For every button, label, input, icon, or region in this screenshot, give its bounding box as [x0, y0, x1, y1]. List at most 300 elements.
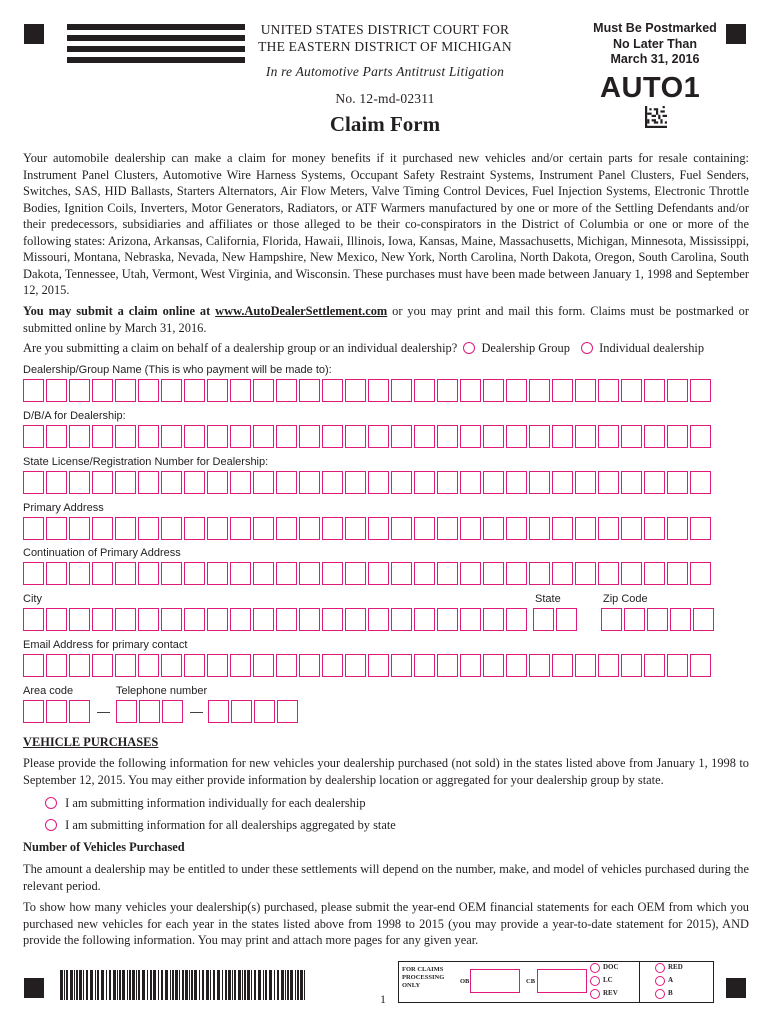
character-box[interactable]	[414, 608, 435, 631]
character-box[interactable]	[621, 562, 642, 585]
dba-input[interactable]	[23, 425, 713, 448]
character-box[interactable]	[667, 517, 688, 540]
character-box[interactable]	[115, 471, 136, 494]
proc-line-3: ONLY	[402, 982, 421, 989]
license-input[interactable]	[23, 471, 713, 494]
barcode-bar	[129, 970, 131, 1000]
character-box[interactable]	[92, 471, 113, 494]
character-box[interactable]	[391, 562, 412, 585]
barcode-bar	[182, 970, 184, 1000]
character-box[interactable]	[23, 654, 44, 677]
dealership-group-radio[interactable]	[463, 342, 475, 354]
option-aggregated-row	[45, 818, 396, 833]
barcode-bar	[213, 970, 215, 1000]
character-box[interactable]	[529, 471, 550, 494]
character-box[interactable]	[506, 517, 527, 540]
character-box[interactable]	[299, 608, 320, 631]
character-box[interactable]	[368, 425, 389, 448]
character-box[interactable]	[208, 700, 229, 723]
character-box[interactable]	[322, 425, 343, 448]
character-box[interactable]	[184, 425, 205, 448]
character-box[interactable]	[690, 654, 711, 677]
license-label: State License/Registration Number for Dealership:	[23, 456, 269, 468]
claimant-type-question	[23, 340, 749, 357]
character-box[interactable]	[23, 379, 44, 402]
character-box[interactable]	[69, 608, 90, 631]
character-box[interactable]	[253, 425, 274, 448]
postal-barcode	[67, 24, 245, 68]
character-box[interactable]	[322, 517, 343, 540]
character-box[interactable]	[437, 379, 458, 402]
character-box[interactable]	[139, 700, 160, 723]
character-box[interactable]	[23, 471, 44, 494]
character-box[interactable]	[598, 654, 619, 677]
character-box[interactable]	[621, 517, 642, 540]
claims-processing-box	[398, 961, 714, 1003]
character-box[interactable]	[115, 654, 136, 677]
character-box[interactable]	[529, 517, 550, 540]
area-code-label: Area code	[23, 685, 74, 697]
postmark-deadline	[585, 21, 725, 68]
character-box[interactable]	[667, 654, 688, 677]
barcode-bar	[158, 970, 159, 1000]
character-box[interactable]	[667, 562, 688, 585]
character-box[interactable]	[644, 471, 665, 494]
character-box[interactable]	[506, 425, 527, 448]
character-box[interactable]	[138, 517, 159, 540]
character-box[interactable]	[184, 562, 205, 585]
ob-input[interactable]	[470, 969, 520, 993]
character-box[interactable]	[483, 425, 504, 448]
character-box[interactable]	[598, 562, 619, 585]
character-box[interactable]	[345, 608, 366, 631]
barcode-bar	[234, 970, 236, 1000]
character-box[interactable]	[276, 517, 297, 540]
character-box[interactable]	[621, 379, 642, 402]
character-box[interactable]	[483, 471, 504, 494]
proc-line-2: PROCESSING	[402, 974, 445, 981]
character-box[interactable]	[230, 608, 251, 631]
barcode-bar	[161, 970, 163, 1000]
settlement-website-link[interactable]: www.AutoDealerSettlement.com	[215, 304, 388, 318]
character-box[interactable]	[644, 517, 665, 540]
character-box[interactable]	[506, 471, 527, 494]
character-box[interactable]	[69, 654, 90, 677]
character-box[interactable]	[69, 562, 90, 585]
character-box[interactable]	[253, 608, 274, 631]
character-box[interactable]	[483, 654, 504, 677]
character-box[interactable]	[644, 654, 665, 677]
primary-address-input[interactable]	[23, 517, 713, 540]
character-box[interactable]	[601, 608, 622, 631]
barcode-bar	[242, 970, 243, 1000]
character-box[interactable]	[437, 471, 458, 494]
character-box[interactable]	[575, 471, 596, 494]
a-checkbox[interactable]	[655, 976, 665, 986]
barcode-bar	[290, 970, 293, 1000]
character-box[interactable]	[230, 517, 251, 540]
character-box[interactable]	[624, 608, 645, 631]
character-box[interactable]	[207, 517, 228, 540]
red-checkbox[interactable]	[655, 963, 665, 973]
character-box[interactable]	[161, 517, 182, 540]
character-box[interactable]	[483, 562, 504, 585]
barcode-bar	[189, 970, 190, 1000]
processing-label	[402, 966, 444, 990]
character-box[interactable]	[230, 562, 251, 585]
character-box[interactable]	[529, 654, 550, 677]
character-box[interactable]	[161, 425, 182, 448]
character-box[interactable]	[92, 562, 113, 585]
character-box[interactable]	[391, 517, 412, 540]
character-box[interactable]	[552, 471, 573, 494]
character-box[interactable]	[253, 654, 274, 677]
barcode-bar	[238, 970, 241, 1000]
character-box[interactable]	[322, 562, 343, 585]
character-box[interactable]	[506, 654, 527, 677]
character-box[interactable]	[92, 425, 113, 448]
lc-checkbox[interactable]	[590, 976, 600, 986]
character-box[interactable]	[115, 562, 136, 585]
character-box[interactable]	[621, 654, 642, 677]
character-box[interactable]	[161, 608, 182, 631]
character-box[interactable]	[529, 379, 550, 402]
character-box[interactable]	[368, 654, 389, 677]
character-box[interactable]	[92, 517, 113, 540]
character-box[interactable]	[46, 700, 67, 723]
character-box[interactable]	[46, 379, 67, 402]
character-box[interactable]	[529, 562, 550, 585]
character-box[interactable]	[162, 700, 183, 723]
character-box[interactable]	[69, 425, 90, 448]
barcode-bar	[225, 970, 227, 1000]
character-box[interactable]	[345, 425, 366, 448]
case-number: No. 12-md-02311	[335, 91, 435, 106]
vehicle-instructions: Please provide the following information for new vehicles your dealership purchased (not sold) in the states listed above from January 1, 1998 to September 12, 2015. You may either provide information by dealership location or aggregated for your dealership group by state.	[23, 756, 749, 787]
character-box[interactable]	[598, 471, 619, 494]
character-box[interactable]	[184, 379, 205, 402]
character-box[interactable]	[207, 471, 228, 494]
character-box[interactable]	[644, 379, 665, 402]
character-box[interactable]	[69, 700, 90, 723]
character-box[interactable]	[276, 608, 297, 631]
character-box[interactable]	[230, 379, 251, 402]
zip-input[interactable]	[601, 608, 716, 631]
character-box[interactable]	[46, 425, 67, 448]
character-box[interactable]	[138, 608, 159, 631]
character-box[interactable]	[670, 608, 691, 631]
character-box[interactable]	[207, 562, 228, 585]
character-box[interactable]	[115, 608, 136, 631]
character-box[interactable]	[299, 517, 320, 540]
barcode-bar	[122, 970, 125, 1000]
character-box[interactable]	[184, 608, 205, 631]
character-box[interactable]	[368, 471, 389, 494]
character-box[interactable]	[598, 517, 619, 540]
character-box[interactable]	[414, 425, 435, 448]
city-input[interactable]	[23, 608, 529, 631]
character-box[interactable]	[69, 379, 90, 402]
character-box[interactable]	[322, 654, 343, 677]
character-box[interactable]	[115, 379, 136, 402]
individual-dealership-label: Individual dealership	[599, 341, 705, 355]
character-box[interactable]	[299, 562, 320, 585]
character-box[interactable]	[556, 608, 577, 631]
character-box[interactable]	[92, 608, 113, 631]
registration-mark	[24, 978, 44, 998]
character-box[interactable]	[391, 608, 412, 631]
character-box[interactable]	[690, 562, 711, 585]
character-box[interactable]	[414, 562, 435, 585]
character-box[interactable]	[575, 379, 596, 402]
character-box[interactable]	[414, 517, 435, 540]
character-box[interactable]	[138, 562, 159, 585]
character-box[interactable]	[506, 608, 527, 631]
character-box[interactable]	[23, 608, 44, 631]
vehicle-amount-paragraph: The amount a dealership may be entitled to under these settlements will depend on the number, make, and model of vehicles purchased during the relevant period.	[23, 862, 749, 893]
character-box[interactable]	[253, 379, 274, 402]
character-box[interactable]	[575, 425, 596, 448]
character-box[interactable]	[667, 379, 688, 402]
character-box[interactable]	[437, 562, 458, 585]
character-box[interactable]	[437, 517, 458, 540]
character-box[interactable]	[161, 471, 182, 494]
barcode-bar	[86, 970, 88, 1000]
character-box[interactable]	[575, 562, 596, 585]
character-box[interactable]	[690, 425, 711, 448]
character-box[interactable]	[368, 608, 389, 631]
character-box[interactable]	[690, 471, 711, 494]
character-box[interactable]	[46, 562, 67, 585]
barcode-bar	[136, 970, 137, 1000]
character-box[interactable]	[277, 700, 298, 723]
character-box[interactable]	[414, 654, 435, 677]
rev-checkbox[interactable]	[590, 989, 600, 999]
character-box[interactable]	[23, 700, 44, 723]
character-box[interactable]	[161, 654, 182, 677]
character-box[interactable]	[207, 654, 228, 677]
character-box[interactable]	[253, 562, 274, 585]
barcode-bar	[76, 970, 78, 1000]
character-box[interactable]	[299, 471, 320, 494]
character-box[interactable]	[253, 517, 274, 540]
character-box[interactable]	[552, 562, 573, 585]
address-continuation-input[interactable]	[23, 562, 713, 585]
character-box[interactable]	[647, 608, 668, 631]
character-box[interactable]	[644, 425, 665, 448]
vehicle-purchases-heading: VEHICLE PURCHASES	[23, 735, 159, 749]
character-box[interactable]	[184, 654, 205, 677]
character-box[interactable]	[230, 471, 251, 494]
character-box[interactable]	[533, 608, 554, 631]
character-box[interactable]	[345, 379, 366, 402]
barcode-bar	[265, 970, 267, 1000]
barcode-bar	[165, 970, 168, 1000]
character-box[interactable]	[138, 471, 159, 494]
character-box[interactable]	[460, 608, 481, 631]
character-box[interactable]	[644, 562, 665, 585]
cb-label: CB	[526, 978, 536, 985]
character-box[interactable]	[552, 379, 573, 402]
dealership-name-label: Dealership/Group Name (This is who payment will be made to):	[23, 364, 332, 376]
case-name: In re Automotive Parts Antitrust Litigation	[265, 64, 505, 79]
character-box[interactable]	[276, 379, 297, 402]
character-box[interactable]	[368, 562, 389, 585]
barcode-bar	[269, 970, 272, 1000]
individual-submission-radio[interactable]	[45, 797, 57, 809]
character-box[interactable]	[667, 425, 688, 448]
character-box[interactable]	[693, 608, 714, 631]
character-box[interactable]	[621, 425, 642, 448]
phone-prefix-input[interactable]	[116, 700, 185, 723]
character-box[interactable]	[460, 654, 481, 677]
character-box[interactable]	[253, 471, 274, 494]
character-box[interactable]	[506, 379, 527, 402]
character-box[interactable]	[207, 608, 228, 631]
court-line-1: UNITED STATES DISTRICT COURT FOR	[260, 22, 510, 37]
barcode-bar	[127, 970, 128, 1000]
character-box[interactable]	[116, 700, 137, 723]
area-code-input[interactable]	[23, 700, 92, 723]
character-box[interactable]	[598, 425, 619, 448]
character-box[interactable]	[345, 654, 366, 677]
barcode-bar	[175, 970, 178, 1000]
character-box[interactable]	[368, 517, 389, 540]
character-box[interactable]	[460, 379, 481, 402]
individual-submission-label: I am submitting information individually for each dealership	[65, 796, 366, 810]
character-box[interactable]	[437, 425, 458, 448]
character-box[interactable]	[506, 562, 527, 585]
character-box[interactable]	[414, 379, 435, 402]
character-box[interactable]	[46, 654, 67, 677]
b-label: B	[668, 989, 673, 997]
character-box[interactable]	[69, 471, 90, 494]
aggregated-submission-radio[interactable]	[45, 819, 57, 831]
character-box[interactable]	[276, 562, 297, 585]
character-box[interactable]	[322, 379, 343, 402]
character-box[interactable]	[667, 471, 688, 494]
character-box[interactable]	[92, 654, 113, 677]
character-box[interactable]	[460, 425, 481, 448]
character-box[interactable]	[575, 654, 596, 677]
doc-label: DOC	[603, 963, 619, 971]
barcode-bar	[101, 970, 104, 1000]
character-box[interactable]	[69, 517, 90, 540]
email-input[interactable]	[23, 654, 713, 677]
character-box[interactable]	[483, 379, 504, 402]
character-box[interactable]	[690, 379, 711, 402]
character-box[interactable]	[46, 471, 67, 494]
character-box[interactable]	[299, 379, 320, 402]
dealership-name-input[interactable]	[23, 379, 713, 402]
character-box[interactable]	[138, 379, 159, 402]
character-box[interactable]	[552, 654, 573, 677]
state-input[interactable]	[533, 608, 579, 631]
barcode-bar	[194, 970, 197, 1000]
character-box[interactable]	[529, 425, 550, 448]
character-box[interactable]	[391, 471, 412, 494]
character-box[interactable]	[115, 517, 136, 540]
character-box[interactable]	[161, 562, 182, 585]
character-box[interactable]	[460, 517, 481, 540]
character-box[interactable]	[299, 654, 320, 677]
character-box[interactable]	[138, 425, 159, 448]
character-box[interactable]	[276, 425, 297, 448]
character-box[interactable]	[552, 425, 573, 448]
character-box[interactable]	[690, 517, 711, 540]
character-box[interactable]	[138, 654, 159, 677]
barcode-bar	[142, 970, 145, 1000]
character-box[interactable]	[230, 654, 251, 677]
character-box[interactable]	[345, 471, 366, 494]
character-box[interactable]	[345, 517, 366, 540]
character-box[interactable]	[621, 471, 642, 494]
character-box[interactable]	[23, 425, 44, 448]
character-box[interactable]	[276, 654, 297, 677]
phone-line-input[interactable]	[208, 700, 300, 723]
character-box[interactable]	[391, 379, 412, 402]
character-box[interactable]	[92, 379, 113, 402]
character-box[interactable]	[46, 517, 67, 540]
barcode-bar	[83, 970, 84, 1000]
character-box[interactable]	[184, 517, 205, 540]
address-continuation-label: Continuation of Primary Address	[23, 547, 181, 559]
barcode-bar	[117, 970, 118, 1000]
character-box[interactable]	[552, 517, 573, 540]
cb-input[interactable]	[537, 969, 587, 993]
barcode-bar	[247, 970, 250, 1000]
barcode-bar	[206, 970, 209, 1000]
character-box[interactable]	[575, 517, 596, 540]
character-box[interactable]	[46, 608, 67, 631]
character-box[interactable]	[368, 379, 389, 402]
character-box[interactable]	[414, 471, 435, 494]
character-box[interactable]	[437, 654, 458, 677]
character-box[interactable]	[391, 654, 412, 677]
barcode-bar	[300, 970, 303, 1000]
character-box[interactable]	[184, 471, 205, 494]
character-box[interactable]	[23, 517, 44, 540]
character-box[interactable]	[460, 562, 481, 585]
character-box[interactable]	[483, 517, 504, 540]
character-box[interactable]	[299, 425, 320, 448]
barcode-bar	[304, 970, 305, 1000]
character-box[interactable]	[483, 608, 504, 631]
character-box[interactable]	[391, 425, 412, 448]
individual-dealership-radio[interactable]	[581, 342, 593, 354]
b-checkbox[interactable]	[655, 989, 665, 999]
character-box[interactable]	[437, 608, 458, 631]
character-box[interactable]	[322, 608, 343, 631]
character-box[interactable]	[276, 471, 297, 494]
character-box[interactable]	[598, 379, 619, 402]
character-box[interactable]	[23, 562, 44, 585]
character-box[interactable]	[345, 562, 366, 585]
character-box[interactable]	[230, 425, 251, 448]
barcode-bar	[258, 970, 261, 1000]
character-box[interactable]	[207, 379, 228, 402]
character-box[interactable]	[207, 425, 228, 448]
barcode-bar	[113, 970, 116, 1000]
doc-checkbox[interactable]	[590, 963, 600, 973]
character-box[interactable]	[322, 471, 343, 494]
barcode-bar	[191, 970, 193, 1000]
character-box[interactable]	[254, 700, 275, 723]
character-box[interactable]	[231, 700, 252, 723]
character-box[interactable]	[115, 425, 136, 448]
character-box[interactable]	[460, 471, 481, 494]
character-box[interactable]	[161, 379, 182, 402]
